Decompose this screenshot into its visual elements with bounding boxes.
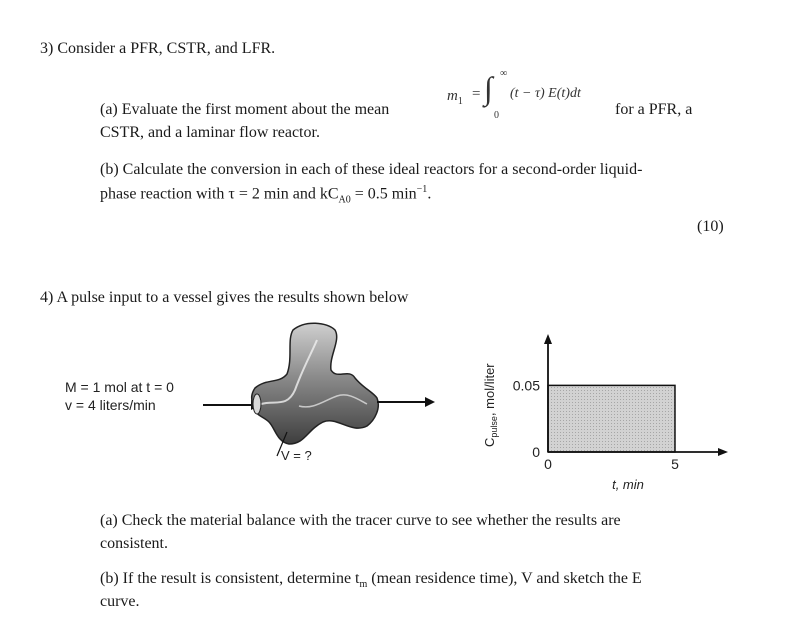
q3-part-a-line1: (a) Evaluate the first moment about the mean xyxy=(100,101,390,118)
q3-part-b-line1: (b) Calculate the conversion in each of these ideal reactors for a second-order liquid- xyxy=(100,161,643,178)
q4-part-a-line2: consistent. xyxy=(100,535,168,552)
pulse-area xyxy=(548,385,675,452)
q4-heading: 4) A pulse input to a vessel gives the results shown below xyxy=(40,289,409,306)
y-tick-label: 0 xyxy=(532,444,540,460)
vessel-body xyxy=(252,323,379,444)
y-axis-arrowhead xyxy=(544,334,552,344)
integral-sign: ∫ xyxy=(484,70,493,106)
x-tick-label: 5 xyxy=(671,456,679,472)
q3-part-a-line2: CSTR, and a laminar flow reactor. xyxy=(100,124,320,141)
integral-lower-limit: 0 xyxy=(494,110,499,121)
outlet-arrow xyxy=(377,397,435,407)
vessel-input-line1: M = 1 mol at t = 0 xyxy=(65,379,174,395)
pulse-chart xyxy=(470,330,730,500)
formula-equals: = xyxy=(472,86,481,102)
q3-heading: 3) Consider a PFR, CSTR, and LFR. xyxy=(40,40,276,57)
formula-lhs: $m_1$ xyxy=(447,88,463,107)
q4-part-b-line1: (b) If the result is consistent, determine $t_m$ (mean residence time), V and sketch the E xyxy=(100,570,642,591)
chart-y-label: $C_{pulse}$, mol/liter xyxy=(482,363,499,447)
q4-part-a-line1: (a) Check the material balance with the tracer curve to see whether the results are xyxy=(100,512,621,529)
x-tick-label: 0 xyxy=(544,456,552,472)
vessel-volume-label: V = ? xyxy=(281,448,312,463)
q4-part-b-line2: curve. xyxy=(100,593,140,610)
x-axis-arrowhead xyxy=(718,448,728,456)
q3-points: (10) xyxy=(697,218,724,235)
formula-integrand: (t − τ) E(t)dt xyxy=(510,86,581,101)
y-tick-label: 0.05 xyxy=(512,377,540,394)
q3-part-b-line2: phase reaction with τ = 2 min and $kC_{A0} = 0.5$ $\min^{-1}$. xyxy=(100,184,432,206)
vessel-input-line2: v = 4 liters/min xyxy=(65,397,156,413)
vessel-diagram xyxy=(55,318,455,478)
chart-x-label: t, min xyxy=(612,477,644,492)
integral-upper-limit: ∞ xyxy=(500,68,508,79)
q3-part-a-tail: for a PFR, a xyxy=(615,101,693,118)
